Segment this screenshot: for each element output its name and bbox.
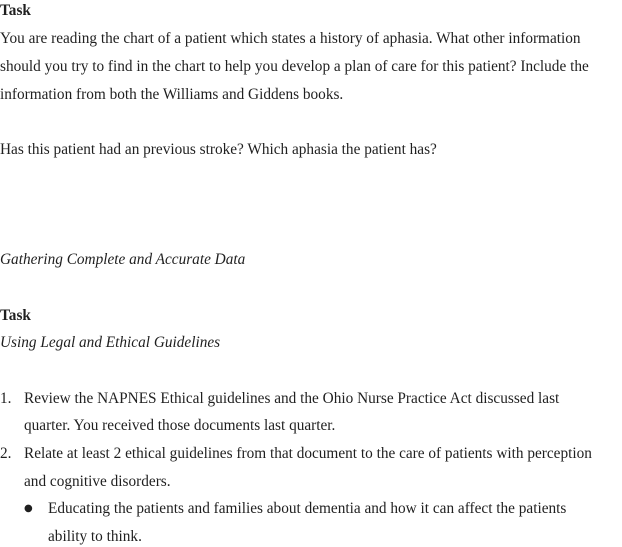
task-heading-2: Task (0, 307, 31, 324)
answer-text: Has this patient had an previous stroke? Which aphasia the patient has? (0, 141, 437, 158)
bullet-item-line-1: Educating the patients and families about dementia and how it can affect the patients (48, 500, 567, 517)
list-item-2-line-1: Relate at least 2 ethical guidelines from that document to the care of patients with perception (24, 445, 592, 462)
list-item-2-line-2: and cognitive disorders. (24, 473, 171, 490)
list-item-1-line-1: Review the NAPNES Ethical guidelines and the Ohio Nurse Practice Act discussed last (24, 390, 560, 407)
bullet-icon: ● (24, 503, 33, 514)
question-line-2: should you try to find in the chart to help you develop a plan of care for this patient? Include the (0, 58, 589, 75)
question-line-3: information from both the Williams and Giddens books. (0, 86, 344, 103)
list-number-1: 1. (0, 390, 12, 407)
bullet-item-line-2: ability to think. (48, 528, 142, 545)
list-item-1-line-2: quarter. You received those documents last quarter. (24, 417, 336, 434)
question-line-1: You are reading the chart of a patient which states a history of aphasia. What other information (0, 30, 581, 47)
task-heading-1: Task (0, 2, 31, 19)
list-number-2: 2. (0, 445, 12, 462)
gathering-data-subtitle: Gathering Complete and Accurate Data (0, 251, 246, 268)
legal-ethical-subtitle: Using Legal and Ethical Guidelines (0, 334, 221, 351)
